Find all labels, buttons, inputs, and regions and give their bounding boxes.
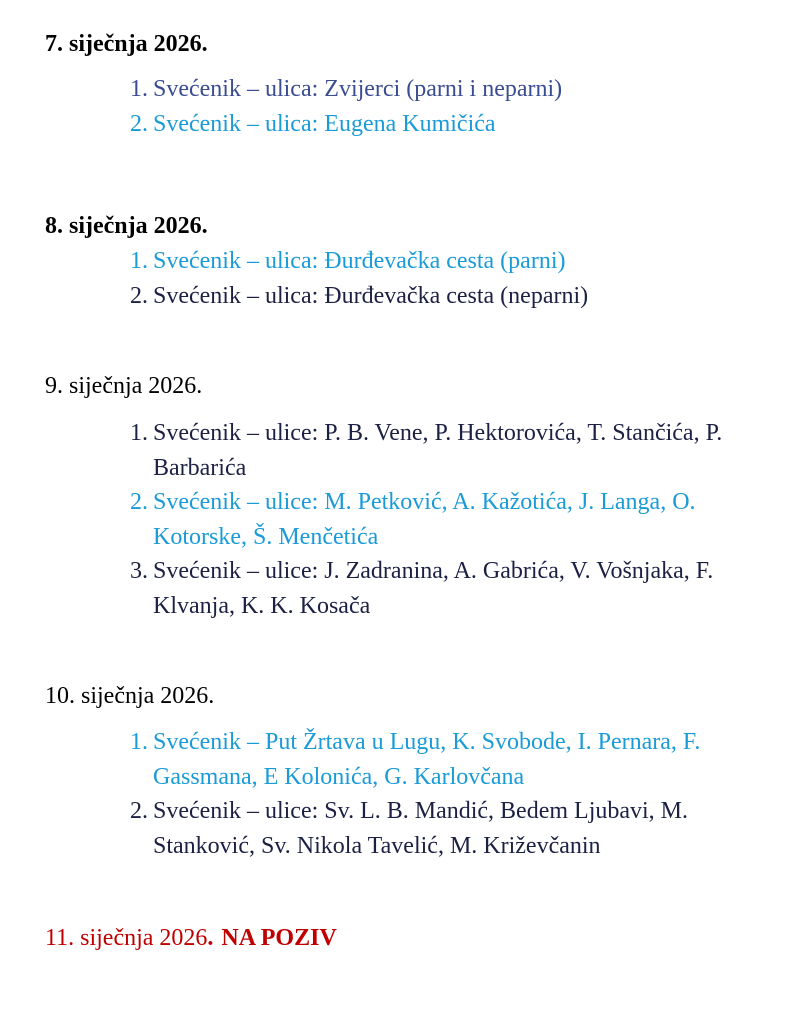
date-heading (45, 921, 337, 955)
day-section-7 (45, 27, 737, 141)
on-call-note: NA POZIV (221, 925, 337, 951)
day-section-9 (45, 369, 737, 623)
list-item (45, 794, 737, 863)
day-section-8 (45, 209, 737, 313)
visit-list (45, 416, 737, 623)
item-number: 1. (130, 248, 148, 274)
date-dot: . (207, 925, 214, 951)
list-item (45, 279, 737, 314)
day-section-11 (45, 921, 337, 955)
date-heading: 7. siječnja 2026. (45, 31, 208, 57)
item-text: Svećenik – ulica: Eugena Kumičića (153, 110, 496, 137)
day-section-10 (45, 679, 737, 863)
item-number: 3. (130, 558, 148, 584)
item-number: 2. (130, 489, 148, 515)
visit-list (45, 244, 737, 313)
list-item (45, 72, 737, 107)
list-item (45, 244, 737, 279)
item-number: 2. (130, 798, 148, 824)
item-text: Svećenik – ulice: Sv. L. B. Mandić, Bedem Ljubavi, M. Stanković, Sv. Nikola Tavelić, M. Križevčanin (153, 798, 689, 859)
item-text: Svećenik – ulica: Đurđevačka cesta (parni) (153, 248, 566, 274)
item-text: Svećenik – ulice: J. Zadranina, A. Gabrića, V. Vošnjaka, F. Klvanja, K. K. Kosača (153, 558, 714, 619)
date-heading: 8. siječnja 2026. (45, 213, 208, 239)
item-text: Svećenik – Put Žrtava u Lugu, K. Svobode, I. Pernara, F. Gassmana, E Kolonića, G. Karlovčana (153, 729, 701, 790)
item-number: 1. (130, 420, 148, 446)
list-item (45, 725, 737, 794)
date-heading: 9. siječnja 2026. (45, 373, 203, 399)
list-item (45, 554, 737, 623)
item-number: 2. (130, 110, 148, 137)
item-text: Svećenik – ulica: Zvijerci (parni i neparni) (153, 76, 563, 102)
list-item (45, 107, 737, 142)
list-item (45, 416, 737, 485)
date-heading: 10. siječnja 2026. (45, 683, 215, 709)
item-text: Svećenik – ulice: P. B. Vene, P. Hektorovića, T. Stančića, P. Barbarića (153, 420, 723, 481)
visit-list (45, 72, 737, 141)
item-text: Svećenik – ulica: Đurđevačka cesta (neparni) (153, 282, 589, 309)
item-number: 1. (130, 729, 148, 755)
item-text: Svećenik – ulice: M. Petković, A. Kažotića, J. Langa, O. Kotorske, Š. Menčetića (153, 489, 696, 550)
item-number: 2. (130, 282, 148, 309)
list-item (45, 485, 737, 554)
date-text: 11. siječnja 2026 (45, 925, 208, 951)
visit-list (45, 725, 737, 863)
item-number: 1. (130, 76, 148, 102)
